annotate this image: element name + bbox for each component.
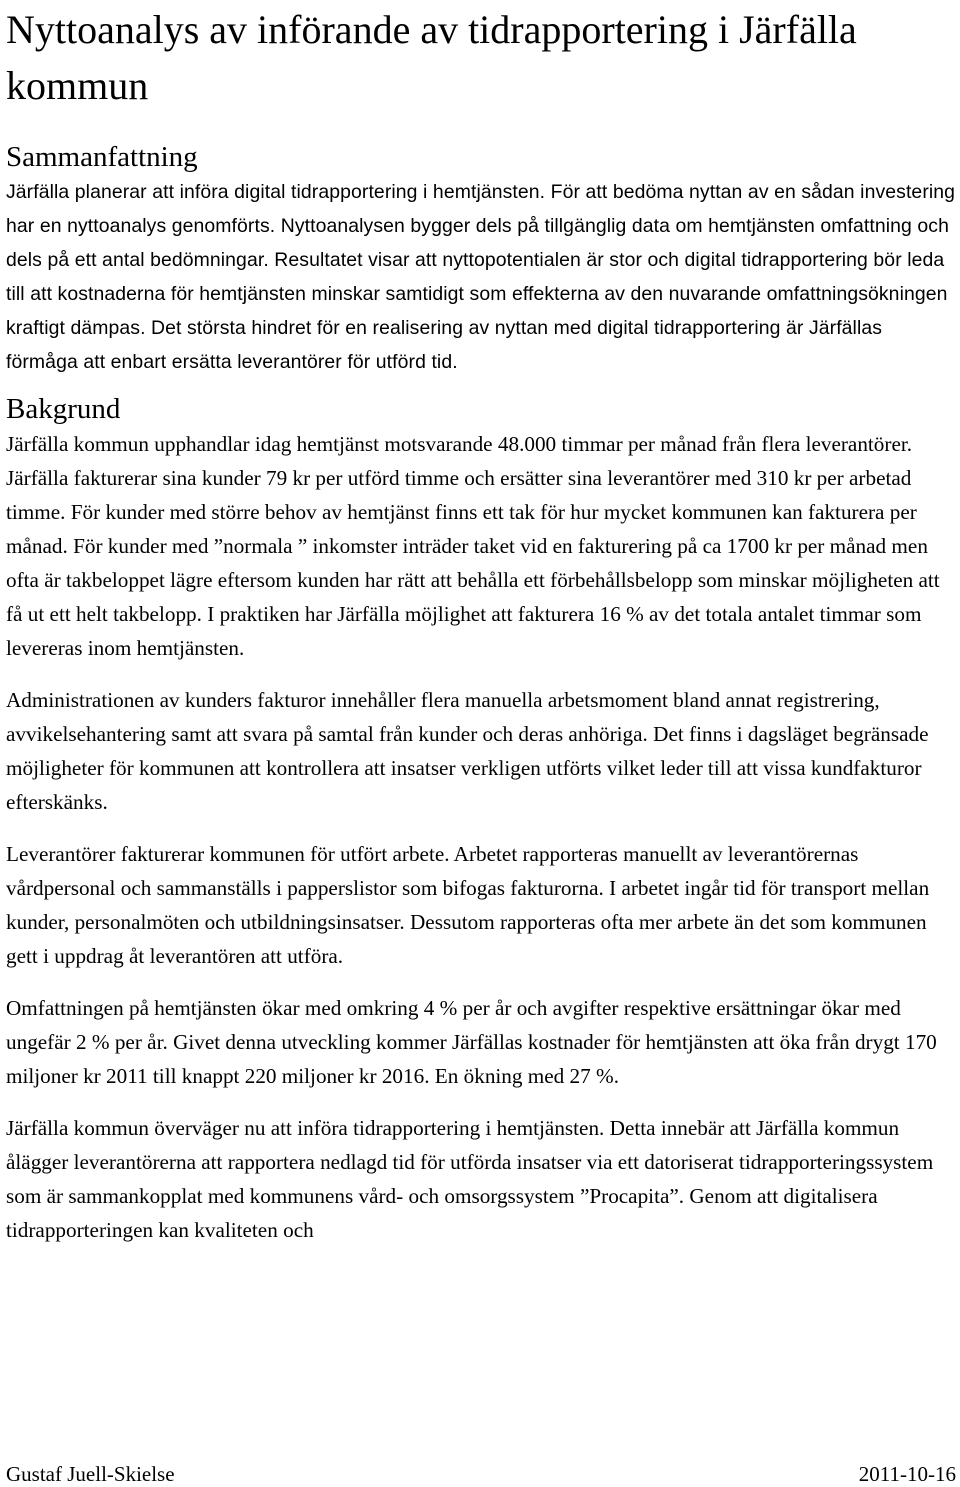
background-paragraph-4: Omfattningen på hemtjänsten ökar med omkring 4 % per år och avgifter respektive ersättningar ökar med ungefär 2 % per år. Givet denna utveckling kommer Järfällas kostnader för hemtjänsten att öka från drygt 170 miljoner kr 2011 till knappt 220 miljoner kr 2016. En ökning med 27 %.	[6, 996, 937, 1088]
page-footer	[6, 1461, 956, 1487]
section-heading-sammanfattning: Sammanfattning	[6, 141, 198, 173]
background-paragraph-3: Leverantörer fakturerar kommunen för utfört arbete. Arbetet rapporteras manuellt av leverantörernas vårdpersonal och sammanställs i papperslistor som bifogas fakturorna. I arbetet ingår tid för transport mellan kunder, personalmöten och utbildningsinsatser. Dessutom rapporteras ofta mer arbete än det som kommunen gett i uppdrag åt leverantören att utföra.	[6, 842, 930, 968]
document-page	[6, 0, 958, 1247]
background-paragraph-1: Järfälla kommun upphandlar idag hemtjänst motsvarande 48.000 timmar per månad från flera leverantörer. Järfälla fakturerar sina kunder 79 kr per utförd timme och ersätter sina leverantörer med 310 kr per arbetad timme. För kunder med större behov av hemtjänst finns ett tak för hur mycket kommunen kan fakturera per månad. För kunder med ”normala ” inkomster inträder taket vid en fakturering på ca 1700 kr per månad men ofta är takbeloppet lägre eftersom kunden har rätt att behålla ett förbehållsbelopp som minskar möjligheten att få ut ett helt takbelopp. I praktiken har Järfälla möjlighet att fakturera 16 % av det totala antalet timmar som levereras inom hemtjänsten.	[6, 432, 940, 660]
footer-author: Gustaf Juell-Skielse	[6, 1462, 175, 1486]
background-paragraph-5: Järfälla kommun överväger nu att införa tidrapportering i hemtjänsten. Detta innebär att Järfälla kommun ålägger leverantörerna att rapportera nedlagd tid för utförda insatser via ett datoriserat tidrapporteringssystem som är sammankopplat med kommunens vård- och omsorgssystem ”Procapita”. Genom att digitalisera tidrapporteringen kan kvaliteten och	[6, 1116, 934, 1242]
document-title: Nyttoanalys av införande av tidrapportering i Järfälla kommun	[6, 7, 857, 108]
section-heading-bakgrund: Bakgrund	[6, 393, 121, 425]
summary-paragraph: Järfälla planerar att införa digital tidrapportering i hemtjänsten. För att bedöma nyttan av en sådan investering har en nyttoanalys genomförts. Nyttoanalysen bygger dels på tillgänglig data om hemtjänsten omfattning och dels på ett antal bedömningar. Resultatet visar att nyttopotentialen är stor och digital tidrapportering bör leda till att kostnaderna för hemtjänsten minskar samtidigt som effekterna av den nuvarande omfattningsökningen kraftigt dämpas. Det största hindret för en realisering av nyttan med digital tidrapportering är Järfällas förmåga att enbart ersätta leverantörer för utförd tid.	[6, 181, 956, 373]
background-paragraph-2: Administrationen av kunders fakturor innehåller flera manuella arbetsmoment bland annat registrering, avvikelsehantering samt att svara på samtal från kunder och deras anhöriga. Det finns i dagsläget begränsade möjligheter för kommunen att kontrollera att insatser verkligen utförts vilket leder till att vissa kundfakturor efterskänks.	[6, 688, 929, 814]
footer-date: 2011-10-16	[858, 1462, 956, 1486]
